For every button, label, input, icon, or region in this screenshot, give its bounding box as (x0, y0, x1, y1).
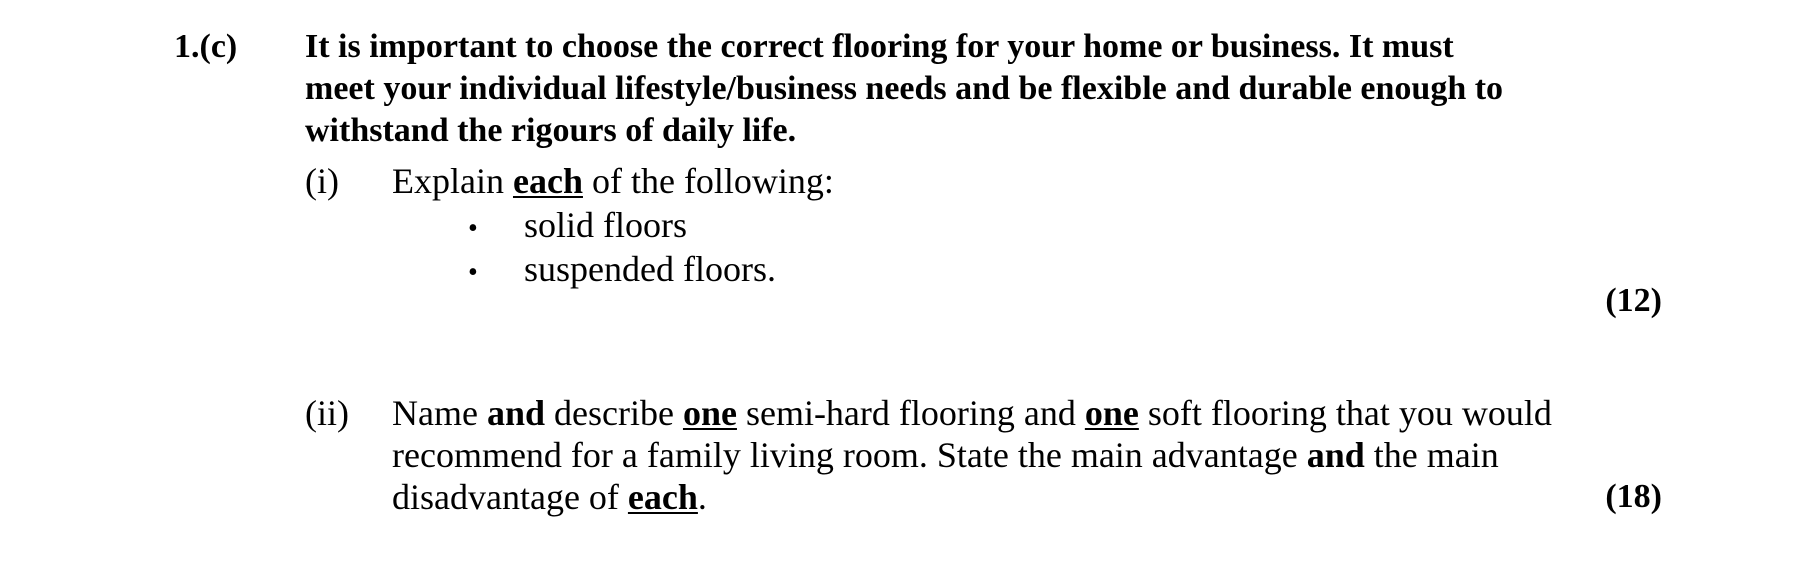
bullet-icon: • (468, 256, 478, 288)
text-run: the main (1364, 435, 1499, 475)
text-run: describe (545, 393, 683, 433)
part-ii-line-2 (392, 434, 1552, 476)
part-i-text-after: of the following: (582, 161, 834, 201)
part-i-instruction (392, 160, 834, 202)
emphasis-run: one (682, 393, 737, 433)
part-ii-marks: (18) (1605, 478, 1662, 515)
bullet-icon: • (468, 212, 478, 244)
part-ii-label: (ii) (305, 393, 349, 433)
question-number: 1.(c) (174, 28, 238, 65)
question-stem-line-3: withstand the rigours of daily life. (305, 112, 797, 149)
emphasis-run: each (627, 477, 698, 517)
part-i-label: (i) (305, 161, 339, 201)
part-ii-line-1 (392, 392, 1552, 434)
part-i-marks: (12) (1605, 282, 1662, 319)
question-stem-line-2: meet your individual lifestyle/business needs and be flexible and durable enough to (305, 70, 1504, 107)
part-i-bullet-item-2 (468, 248, 776, 294)
text-run: disadvantage of (392, 477, 628, 517)
bold-run: and (486, 393, 546, 433)
text-run: soft flooring that you would (1138, 393, 1552, 433)
text-run: Name (392, 393, 487, 433)
part-ii-instruction (392, 392, 1552, 518)
part-i-emphasis: each (512, 161, 583, 201)
part-i-text-before: Explain (392, 161, 513, 201)
text-run: semi-hard flooring and (736, 393, 1085, 433)
text-run: . (697, 477, 707, 517)
text-run: recommend for a family living room. State the main advantage (392, 435, 1307, 475)
part-i-bullet-item-1 (468, 204, 687, 250)
bullet-text: suspended floors. (524, 249, 776, 289)
emphasis-run: one (1084, 393, 1139, 433)
question-stem (305, 26, 1665, 152)
question-stem-line-1: It is important to choose the correct flooring for your home or business. It must (305, 28, 1454, 65)
bullet-text: solid floors (524, 205, 688, 245)
bold-run: and (1306, 435, 1365, 475)
part-ii-line-3 (392, 476, 1552, 518)
